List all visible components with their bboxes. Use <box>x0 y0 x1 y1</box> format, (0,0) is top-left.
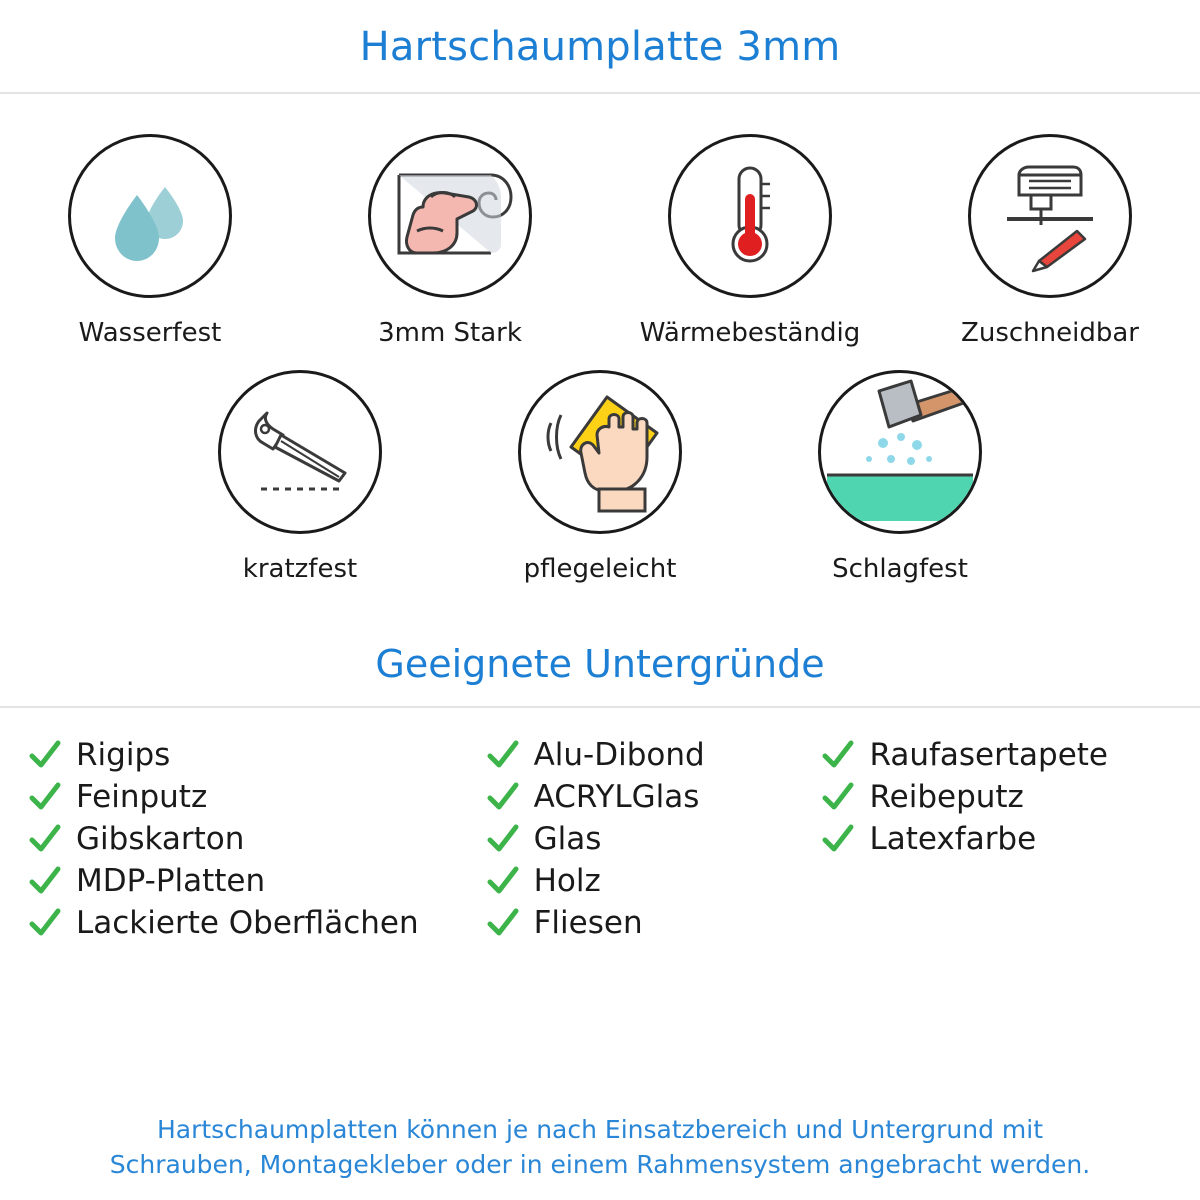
feature-label: 3mm Stark <box>378 318 522 348</box>
list-item-label: Fliesen <box>533 905 643 941</box>
list-item-label: Raufasertapete <box>869 737 1108 773</box>
strong-arm-icon <box>371 135 529 297</box>
check-icon <box>28 738 62 772</box>
check-icon <box>28 780 62 814</box>
list-item-label: Rigips <box>76 737 171 773</box>
feature-icon-circle <box>368 134 532 298</box>
check-icon <box>821 738 855 772</box>
feature-label: Wärmebeständig <box>639 318 861 348</box>
section-title: Geeignete Untergründe <box>375 642 825 686</box>
check-icon <box>28 906 62 940</box>
list-item-label: MDP-Platten <box>76 863 266 899</box>
section-header <box>0 642 1200 686</box>
list-item-label: Holz <box>533 863 601 899</box>
divider-middle <box>0 706 1200 708</box>
feature-icon-circle <box>218 370 382 534</box>
feature-waermebestaendig <box>600 134 900 348</box>
check-icon <box>28 822 62 856</box>
feature-kratzfest <box>150 370 450 584</box>
checklist-column-2 <box>486 734 822 944</box>
list-item <box>486 734 822 776</box>
feature-label: Schlagfest <box>832 554 968 584</box>
list-item <box>28 860 486 902</box>
feature-label: pflegeleicht <box>523 554 677 584</box>
feature-grid <box>0 134 1200 584</box>
list-item-label: Lackierte Oberflächen <box>76 905 419 941</box>
saw-icon <box>235 385 365 519</box>
list-item <box>486 860 822 902</box>
list-item-label: Alu-Dibond <box>533 737 705 773</box>
page-title: Hartschaumplatte 3mm <box>359 24 841 70</box>
feature-icon-circle <box>518 370 682 534</box>
checklist-column-3 <box>821 734 1172 944</box>
list-item <box>486 902 822 944</box>
check-icon <box>28 864 62 898</box>
header <box>0 0 1200 70</box>
list-item-label: Gibskarton <box>76 821 245 857</box>
list-item-label: Reibeputz <box>869 779 1024 815</box>
feature-label: Wasserfest <box>78 318 222 348</box>
list-item <box>28 734 486 776</box>
check-icon <box>486 864 520 898</box>
hammer-impact-icon <box>821 371 979 533</box>
feature-row-2 <box>0 370 1200 584</box>
suitable-surfaces-list <box>0 734 1200 944</box>
feature-zuschneidbar <box>900 134 1200 348</box>
checklist-column-1 <box>28 734 486 944</box>
list-item <box>28 818 486 860</box>
feature-icon-circle <box>968 134 1132 298</box>
check-icon <box>486 738 520 772</box>
footer-note-line-1: Hartschaumplatten können je nach Einsatzbereich und Untergrund mit <box>156 1115 1044 1144</box>
list-item-label: Glas <box>533 821 602 857</box>
thermometer-icon <box>690 154 810 278</box>
check-icon <box>486 780 520 814</box>
footer-note <box>0 1113 1200 1182</box>
list-item <box>821 818 1172 860</box>
check-icon <box>821 780 855 814</box>
feature-wasserfest <box>0 134 300 348</box>
check-icon <box>486 906 520 940</box>
feature-pflegeleicht <box>450 370 750 584</box>
check-icon <box>486 822 520 856</box>
list-item <box>486 776 822 818</box>
feature-row-1 <box>0 134 1200 348</box>
list-item <box>486 818 822 860</box>
feature-icon-circle <box>68 134 232 298</box>
list-item-label: ACRYLGlas <box>533 779 700 815</box>
list-item <box>28 776 486 818</box>
water-drops-icon <box>95 159 205 273</box>
list-item <box>821 776 1172 818</box>
feature-label: Zuschneidbar <box>961 318 1139 348</box>
feature-schlagfest <box>750 370 1050 584</box>
hand-cloth-icon <box>521 371 679 533</box>
footer-note-line-2: Schrauben, Montagekleber oder in einem Rahmensystem angebracht werden. <box>109 1149 1091 1179</box>
list-item <box>821 734 1172 776</box>
feature-icon-circle <box>668 134 832 298</box>
jigsaw-cutter-icon <box>985 149 1115 283</box>
list-item-label: Feinputz <box>76 779 208 815</box>
check-icon <box>821 822 855 856</box>
list-item-label: Latexfarbe <box>869 821 1037 857</box>
feature-label: kratzfest <box>242 554 358 584</box>
divider-top <box>0 92 1200 94</box>
feature-icon-circle <box>818 370 982 534</box>
list-item <box>28 902 486 944</box>
feature-3mm-stark <box>300 134 600 348</box>
